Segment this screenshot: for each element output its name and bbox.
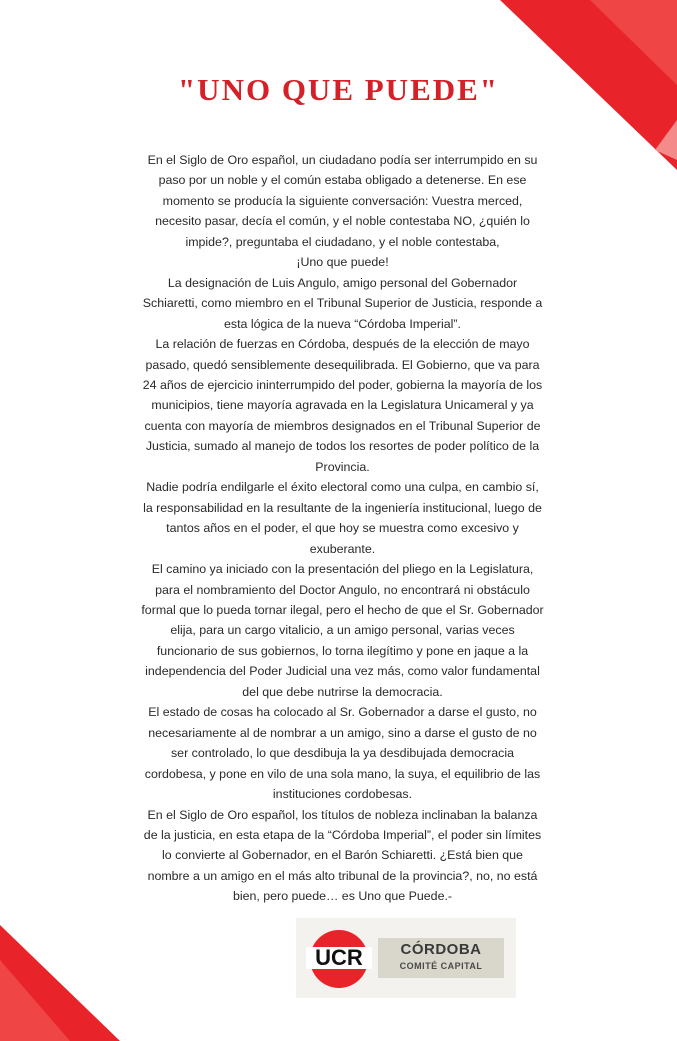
- paragraph-electoral: Nadie podría endilgarle el éxito electoral como una culpa, en cambio sí, la responsabilidad en la resultante de la ingeniería institucional, luego de tantos años en el poder, el que hoy se muestra como excesivo y exuberante.: [143, 480, 542, 556]
- paragraph-state: El estado de cosas ha colocado al Sr. Gobernador a darse el gusto, no necesariamente al de nombrar a un amigo, sino a darse el gusto de no ser controlado, lo que desdibuja la ya desdibujada democracia cordobesa, y pone en vilo de una sola mano, la suya, el equilibrio de las instituciones cordobesas.: [144, 705, 541, 802]
- article-body: [140, 150, 545, 907]
- paragraph-forces: La relación de fuerzas en Córdoba, después de la elección de mayo pasado, quedó sensiblemente desequilibrada. El Gobierno, que va para 24 años de ejercicio ininterrumpido del poder, gobierna la mayoría de los municipios, tiene mayoría agravada en la Legislatura Unicameral y ya cuenta con mayoría de miembros designados en el Tribunal Superior de Justicia, sumado al manejo de todos los resortes de poder político de la Provincia.: [142, 337, 543, 474]
- page-title: "UNO QUE PUEDE": [177, 72, 500, 107]
- paragraph-path: El camino ya iniciado con la presentación del pliego en la Legislatura, para el nombramiento del Doctor Angulo, no encontrará ni obstáculo formal que lo pueda tornar ilegal, pero el hecho de que el Sr. Gobernador elija, para un cargo vitalicio, a un amigo personal, varias veces funcionario de sus gobiernos, lo torna ilegítimo y pone en jaque a la independencia del Poder Judicial una vez más, como valor fundamental del que debe nutrirse la democracia.: [141, 562, 544, 699]
- ucr-logo: [296, 918, 516, 998]
- paragraph-quote: ¡Uno que puede!: [296, 255, 389, 270]
- paragraph-intro: En el Siglo de Oro español, un ciudadano podía ser interrumpido en su paso por un noble y el común estaba obligado a detenerse. En ese momento se producía la siguiente conversación: Vuestra merced, necesito pasar, decía el común, y el noble contestaba NO, ¿quién lo impide?, preguntaba el ciudadano, y el noble contestaba,: [147, 153, 538, 249]
- logo-city: CÓRDOBA: [400, 941, 482, 958]
- paragraph-closing: En el Siglo de Oro español, los títulos de nobleza inclinaban la balanza de la justicia, en esta etapa de la “Córdoba Imperial”, el poder sin límites lo convierte al Gobernador, en el Barón Schiaretti. ¿Está bien que nombre a un amigo en el más alto tribunal de la provincia?, no, no está bien, pero puede… es Uno que Puede.-: [143, 807, 542, 904]
- logo-party-acronym: UCR: [315, 945, 363, 970]
- paragraph-designation: La designación de Luis Angulo, amigo personal del Gobernador Schiaretti, como miembro en el Tribunal Superior de Justicia, responde a esta lógica de la nueva “Córdoba Imperial”.: [142, 275, 543, 331]
- logo-committee: COMITÉ CAPITAL: [399, 961, 483, 971]
